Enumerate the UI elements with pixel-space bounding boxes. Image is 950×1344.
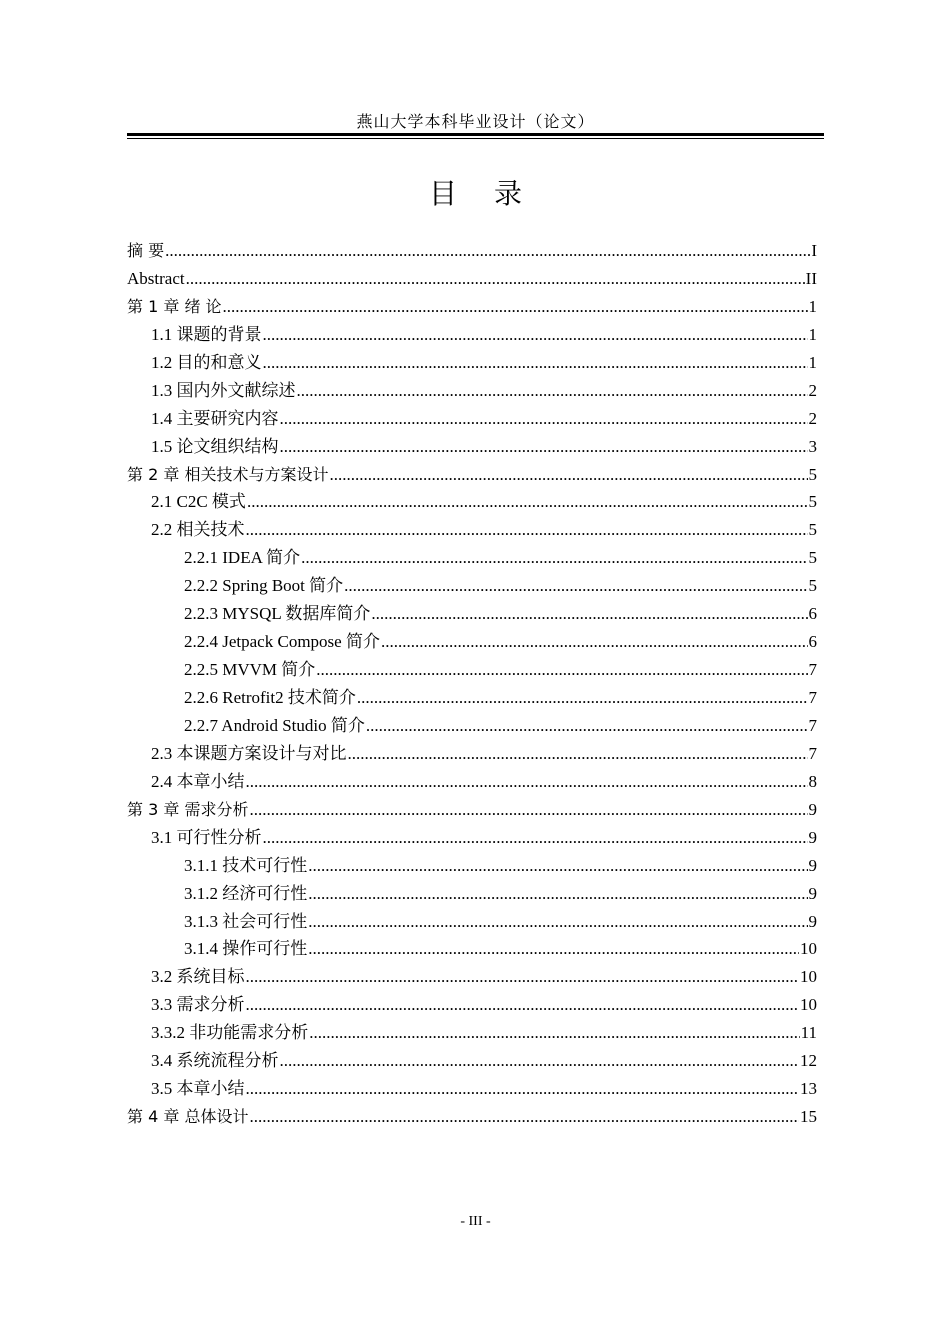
toc-dot-leader (280, 405, 808, 433)
toc-entry-page: 6 (808, 632, 817, 652)
toc-entry[interactable] (127, 796, 817, 824)
toc-entry-label: 2.2.5 MVVM 简介 (184, 660, 316, 680)
toc-entry-label: 2.2.2 Spring Boot 简介 (184, 576, 344, 596)
toc-dot-leader (329, 461, 807, 489)
toc-dot-leader (309, 1019, 799, 1047)
toc-entry-label: 2.2 相关技术 (151, 520, 245, 540)
toc-dot-leader (247, 488, 808, 516)
toc-entry[interactable] (127, 265, 817, 293)
toc-entry[interactable] (127, 405, 817, 433)
toc-dot-leader (348, 740, 808, 768)
toc-entry-label: 第 1 章 绪 论 (127, 296, 222, 316)
toc-entry[interactable] (127, 628, 817, 656)
toc-entry[interactable] (127, 991, 817, 1019)
toc-entry-label: 摘 要 (127, 241, 165, 260)
toc-entry-page: 5 (808, 576, 817, 596)
toc-entry-label: 3.1.1 技术可行性 (184, 855, 308, 875)
toc-entry-label: 2.2.3 MYSQL 数据库简介 (184, 604, 371, 624)
toc-entry-label: 3.2 系统目标 (151, 967, 245, 987)
toc-entry[interactable] (127, 852, 817, 880)
toc-entry-page: II (805, 268, 817, 288)
toc-entry-page: 10 (800, 995, 817, 1015)
toc-dot-leader (357, 684, 808, 712)
toc-entry-page: 7 (808, 688, 817, 707)
toc-entry-page: 11 (800, 1023, 817, 1043)
toc-entry[interactable] (127, 572, 817, 600)
toc-entry[interactable] (127, 880, 817, 908)
toc-entry-label: 第 2 章 相关技术与方案设计 (127, 464, 329, 484)
toc-entry-label: 第 3 章 需求分析 (127, 799, 249, 819)
toc-entry-label: 1.5 论文组织结构 (151, 436, 279, 456)
toc-entry[interactable] (127, 1019, 817, 1047)
toc-entry[interactable] (127, 935, 817, 963)
toc-entry-page: 2 (808, 380, 817, 400)
toc-entry[interactable] (127, 1075, 817, 1103)
toc-dot-leader (371, 600, 807, 628)
toc-entry-page: 1 (808, 352, 817, 372)
toc-dot-leader (249, 796, 807, 824)
toc-entry-label: 3.1 可行性分析 (151, 827, 262, 847)
toc-dot-leader (246, 963, 800, 991)
toc-dot-leader (246, 991, 800, 1019)
toc-entry-label: 1.1 课题的背景 (151, 324, 262, 344)
toc-dot-leader (316, 656, 807, 684)
toc-dot-leader (301, 544, 807, 572)
toc-dot-leader (308, 935, 799, 963)
toc-entry[interactable] (127, 293, 817, 321)
toc-dot-leader (297, 377, 808, 405)
toc-entry-page: 12 (800, 1051, 817, 1071)
toc-entry-page: 9 (808, 799, 817, 819)
toc-entry-page: I (811, 241, 817, 260)
toc-entry[interactable] (127, 321, 817, 349)
toc-entry-label: 3.1.3 社会可行性 (184, 911, 308, 931)
toc-entry-page: 5 (808, 548, 817, 568)
toc-entry-label: 2.2.1 IDEA 简介 (184, 548, 301, 568)
toc-entry-page: 7 (808, 715, 817, 735)
toc-dot-leader (263, 824, 808, 852)
page-title: 目 录 (429, 177, 536, 210)
toc-entry-label: 2.4 本章小结 (151, 771, 245, 791)
toc-entry-page: 7 (808, 660, 817, 680)
toc-dot-leader (246, 516, 808, 544)
toc-dot-leader (263, 321, 808, 349)
toc-entry-page: 7 (808, 743, 817, 763)
toc-dot-leader (308, 880, 807, 908)
toc-entry-page: 13 (800, 1079, 817, 1099)
toc-entry-label: 3.4 系统流程分析 (151, 1051, 279, 1071)
toc-entry-label: 3.1.2 经济可行性 (184, 883, 308, 903)
toc-dot-leader (249, 1103, 799, 1131)
toc-entry[interactable] (127, 1047, 817, 1075)
toc-dot-leader (366, 712, 808, 740)
toc-entry[interactable] (127, 908, 817, 936)
toc-entry[interactable] (127, 461, 817, 489)
toc-entry-page: 5 (808, 520, 817, 540)
toc-entry[interactable] (127, 963, 817, 991)
toc-dot-leader (186, 265, 805, 293)
toc-dot-leader (246, 768, 808, 796)
toc-entry-page: 9 (808, 883, 817, 903)
toc-entry[interactable] (127, 433, 817, 461)
toc-entry-label: 1.4 主要研究内容 (151, 408, 279, 428)
toc-entry-label: 3.3 需求分析 (151, 995, 245, 1015)
toc-entry-page: 10 (800, 967, 817, 987)
toc-entry[interactable] (127, 824, 817, 852)
running-header: 燕山大学本科毕业设计（论文） (356, 114, 595, 131)
toc-entry[interactable] (127, 349, 817, 377)
toc-dot-leader (223, 293, 808, 321)
toc-entry[interactable] (127, 712, 817, 740)
toc-dot-leader (308, 852, 807, 880)
toc-entry[interactable] (127, 544, 817, 572)
toc-entry-label: 2.2.7 Android Studio 简介 (184, 715, 365, 735)
toc-entry-label: Abstract (127, 268, 185, 288)
toc-entry-page: 8 (808, 771, 817, 791)
toc-entry-label: 2.2.6 Retrofit2 技术简介 (184, 688, 356, 707)
toc-entry-page: 2 (808, 408, 817, 428)
toc-entry[interactable] (127, 516, 817, 544)
toc-entry-page: 5 (808, 492, 817, 512)
toc-dot-leader (165, 237, 810, 265)
toc-entry-label: 3.1.4 操作可行性 (184, 939, 308, 959)
toc-dot-leader (280, 1047, 800, 1075)
toc-dot-leader (308, 908, 807, 936)
toc-entry-page: 10 (800, 939, 817, 959)
toc-entry-label: 2.2.4 Jetpack Compose 简介 (184, 632, 380, 652)
toc-dot-leader (381, 628, 808, 656)
toc-entry-page: 5 (808, 464, 817, 484)
toc-entry-page: 9 (808, 911, 817, 931)
header-rule-thick (127, 133, 824, 136)
toc-entry[interactable] (127, 488, 817, 516)
toc-entry-label: 3.3.2 非功能需求分析 (151, 1023, 309, 1043)
toc-entry-label: 3.5 本章小结 (151, 1079, 245, 1099)
toc-entry-page: 9 (808, 827, 817, 847)
toc-entry-label: 2.1 C2C 模式 (151, 492, 246, 512)
toc-entry-page: 6 (808, 604, 817, 624)
toc-entry-page: 1 (808, 324, 817, 344)
toc-entry-page: 3 (808, 436, 817, 456)
toc-dot-leader (344, 572, 807, 600)
toc-entry-page: 9 (808, 855, 817, 875)
toc-entry-page: 15 (800, 1107, 817, 1127)
page-number: - III - (460, 1214, 491, 1229)
toc-entry[interactable] (127, 684, 817, 712)
toc-entry[interactable] (127, 600, 817, 628)
toc-entry[interactable] (127, 377, 817, 405)
toc-entry[interactable] (127, 740, 817, 768)
toc-dot-leader (263, 349, 808, 377)
toc-entry[interactable] (127, 768, 817, 796)
toc-entry[interactable] (127, 237, 817, 265)
table-of-contents (127, 237, 817, 1131)
toc-dot-leader (280, 433, 808, 461)
toc-entry-label: 第 4 章 总体设计 (127, 1107, 249, 1127)
toc-entry-label: 1.3 国内外文献综述 (151, 380, 296, 400)
toc-entry-page: 1 (808, 296, 817, 316)
toc-dot-leader (246, 1075, 800, 1103)
toc-entry-label: 2.3 本课题方案设计与对比 (151, 743, 347, 763)
toc-entry[interactable] (127, 1103, 817, 1131)
header-rule-thin (127, 138, 824, 139)
toc-entry[interactable] (127, 656, 817, 684)
toc-entry-label: 1.2 目的和意义 (151, 352, 262, 372)
